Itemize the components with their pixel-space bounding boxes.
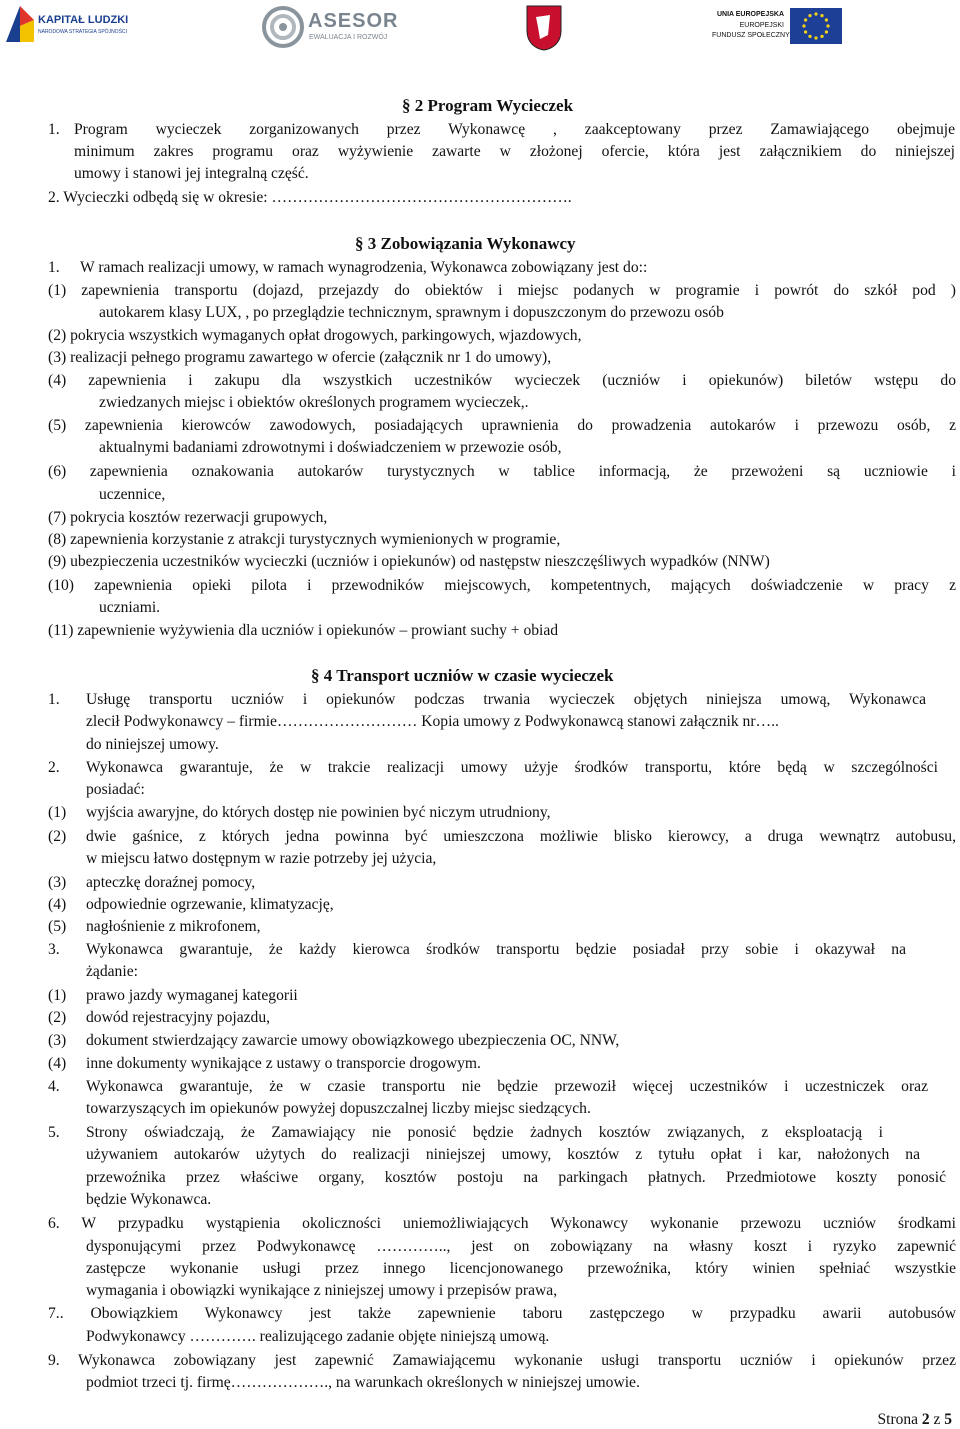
s3-item6-line2: uczennice, bbox=[99, 486, 166, 503]
s4-p5-line2: używaniem autokarów użytych do realizacji niniejszej umowy, kosztów z tytułu opłat i kar, nałożonych na bbox=[86, 1146, 920, 1163]
s4-b2: dowód rejestracyjny pojazdu, bbox=[86, 1009, 271, 1026]
s4-a5-number: (5) bbox=[48, 918, 67, 935]
s4-p3-number: 3. bbox=[48, 941, 60, 958]
s4-a1: wyjścia awaryjne, do których dostęp nie powinien być niczym utrudniony, bbox=[86, 804, 551, 821]
page-current: 2 bbox=[921, 1411, 930, 1428]
section-4-title: § 4 Transport uczniów w czasie wycieczek bbox=[311, 666, 614, 685]
eu-flag-icon bbox=[790, 8, 842, 44]
s4-p9-line2: podmiot trzeci tj. firmę………………., na warunkach określonych w niniejszej umowie. bbox=[86, 1374, 640, 1391]
s2-p1-line2: minimum zakres programu oraz wyżywienie zawarte w złożonej ofercie, która jest załącznikiem do niniejszej bbox=[74, 143, 955, 160]
s3-item5-line1: (5) zapewnienia kierowców zawodowych, posiadających uprawnienia do prowadzenia autokarów i przewozu osób, z bbox=[48, 417, 956, 434]
s4-p6-line1: 6. W przypadku wystąpienia okoliczności uniemożliwiających Wykonawcy wykonanie przewozu uczniów środkami bbox=[48, 1215, 956, 1232]
s4-a4-number: (4) bbox=[48, 896, 67, 913]
s4-b1: prawo jazdy wymaganej kategorii bbox=[86, 987, 298, 1004]
asesor-logo bbox=[262, 6, 402, 50]
s4-b3-number: (3) bbox=[48, 1032, 67, 1049]
s4-a3: apteczkę doraźnej pomocy, bbox=[86, 874, 256, 891]
s2-p2-dots: …………………………………………………. bbox=[271, 189, 572, 206]
page-total: 5 bbox=[944, 1411, 952, 1428]
page-number bbox=[878, 1411, 952, 1429]
s4-p6-line4: wymagania i obowiązki wynikające z niniejszej umowy i przepisów prawa, bbox=[86, 1282, 558, 1299]
s4-a3-number: (3) bbox=[48, 874, 67, 891]
s4-p6-line2: dysponującymi przez Podwykonawcę ………….., jest on zobowiązany na własny koszt i ryzyko zapewnić bbox=[86, 1238, 956, 1255]
s3-item4-line1: (4) zapewnienia i zakupu dla wszystkich uczestników wycieczek (uczniów i opiekunów) biletów wstępu do bbox=[48, 372, 956, 389]
s4-a2-number: (2) bbox=[48, 828, 67, 845]
asesor-subtitle: EWALUACJA I ROZWÓJ bbox=[309, 34, 388, 41]
s2-p1-line3: umowy i stanowi jej integralną część. bbox=[74, 165, 309, 182]
s4-p2-line2: posiadać: bbox=[86, 781, 145, 798]
s4-a5: nagłośnienie z mikrofonem, bbox=[86, 918, 261, 935]
s4-b1-number: (1) bbox=[48, 987, 67, 1004]
coat-of-arms-icon bbox=[526, 5, 562, 51]
s4-p4-line2: towarzyszących im opiekunów powyżej dopuszczalnej liczby miejsc siedzących. bbox=[86, 1100, 591, 1117]
s3-intro: W ramach realizacji umowy, w ramach wynagrodzenia, Wykonawca zobowiązany jest do:: bbox=[80, 259, 648, 276]
s4-p7-line2: Podwykonawcy …………. realizującego zadanie objęte niniejszą umową. bbox=[86, 1328, 550, 1345]
kapital-ludzki-title: KAPITAŁ LUDZKI bbox=[38, 14, 129, 26]
s2-p2-line bbox=[48, 187, 572, 209]
s3-item10-line1: (10) zapewnienia opieki pilota i przewodników miejscowych, kompetentnych, mających doświadczenie w pracy z bbox=[48, 577, 956, 594]
s4-p6-line3: zastępcze wykonanie usługi przez innego licencjonowanego przewoźnika, który winien spełniać wszystkie bbox=[86, 1260, 956, 1277]
s4-b4-number: (4) bbox=[48, 1055, 67, 1072]
s2-p2-label: 2. Wycieczki odbędą się w okresie: bbox=[48, 189, 272, 206]
kapital-ludzki-subtitle: NARODOWA STRATEGIA SPÓJNOŚCI bbox=[38, 29, 127, 35]
s4-p5-line4: będzie Wykonawca. bbox=[86, 1191, 212, 1208]
s3-item1-line2: autokarem klasy LUX, , po przeglądzie technicznym, sprawnym i dopuszczonym do przewozu osób bbox=[99, 304, 724, 321]
eu-text-line1: UNIA EUROPEJSKA bbox=[716, 11, 784, 18]
s3-item4-line2: zwiedzanych miejsc i obiektów określonych programem wycieczek,. bbox=[99, 394, 529, 411]
s2-p1-line1: Program wycieczek zorganizowanych przez Wykonawcę , zaakceptowany przez Zamawiającego obejmuje bbox=[74, 121, 955, 138]
kapital-ludzki-logo bbox=[6, 6, 129, 46]
s4-a2-line1: dwie gaśnice, z których jedna powinna być umieszczona możliwie blisko kierowcy, a druga wewnątrz autobusu, bbox=[86, 828, 956, 845]
kapital-ludzki-emblem-icon bbox=[6, 6, 34, 42]
eu-logo bbox=[712, 8, 842, 48]
s4-a4: odpowiednie ogrzewanie, klimatyzację, bbox=[86, 896, 334, 913]
s4-p5-line3: przewoźnika przez właściwe organy, kosztów postoju na parkingach płatnych. Przedmiotowe koszty ponosić bbox=[86, 1169, 946, 1186]
eu-text-line2: EUROPEJSKI bbox=[739, 22, 784, 29]
s4-b3: dokument stwierdzający zawarcie umowy obowiązkowego ubezpieczenia OC, NNW, bbox=[86, 1032, 620, 1049]
s3-item1-line1: (1) zapewnienia transportu (dojazd, przejazdy do obiektów i miejsc podanych w programie i powrót do szkół pod ) bbox=[48, 282, 956, 299]
eu-text-line3: FUNDUSZ SPOŁECZNY bbox=[712, 32, 790, 39]
header-logos bbox=[0, 0, 960, 60]
s3-item6-line1: (6) zapewnienia oznakowania autokarów turystycznych w tablice informacją, że przewożeni są uczniowie i bbox=[48, 463, 956, 480]
s4-p5-line1: Strony oświadczają, że Zamawiający nie ponosić będzie żadnych kosztów związanych, z eksploatacją i bbox=[86, 1124, 883, 1141]
s3-item8: (8) zapewnienia korzystanie z atrakcji turystycznych wymienionych w programie, bbox=[48, 531, 561, 548]
s4-p5-number: 5. bbox=[48, 1124, 60, 1141]
s4-b4: inne dokumenty wynikające z ustawy o transporcie drogowym. bbox=[86, 1055, 481, 1072]
s4-p1-line2: zlecił Podwykonawcy – firmie……………………… Kopia umowy z Podwykonawcą stanowi załącznik nr….. bbox=[86, 713, 779, 730]
s4-p1-line1: Usługę transportu uczniów i opiekunów podczas trwania wycieczek objętych niniejsza umową, Wykonawca bbox=[86, 691, 926, 708]
section-3-title: § 3 Zobowiązania Wykonawcy bbox=[355, 234, 576, 253]
s4-p1-line3: do niniejszej umowy. bbox=[86, 736, 219, 753]
s3-item7: (7) pokrycia kosztów rezerwacji grupowych, bbox=[48, 509, 328, 526]
s4-a1-number: (1) bbox=[48, 804, 67, 821]
s4-p9-line1: 9. Wykonawca zobowiązany jest zapewnić Zamawiającemu wykonanie usługi transportu uczniów i opiekunów przez bbox=[48, 1352, 956, 1369]
section-2-title: § 2 Program Wycieczek bbox=[402, 96, 574, 115]
s4-b2-number: (2) bbox=[48, 1009, 67, 1026]
s3-item11: (11) zapewnienie wyżywienia dla uczniów i opiekunów – prowiant suchy + obiad bbox=[48, 622, 559, 639]
s4-p2-line1: Wykonawca gwarantuje, że w trakcie realizacji umowy użyje środków transportu, które będą w szczególności bbox=[86, 759, 938, 776]
s2-p1-number: 1. bbox=[48, 121, 60, 138]
s3-item2: (2) pokrycia wszystkich wymaganych opłat drogowych, parkingowych, wjazdowych, bbox=[48, 327, 582, 344]
s4-p7-line1: 7.. Obowiązkiem Wykonawcy jest także zapewnienie taboru zastępczego w przypadku awarii autobusów bbox=[48, 1305, 956, 1322]
asesor-title: ASESOR bbox=[308, 10, 399, 32]
s3-item5-line2: aktualnymi badaniami zdrowotnymi i doświadczeniem w przewozie osób, bbox=[99, 439, 562, 456]
s4-p4-number: 4. bbox=[48, 1078, 60, 1095]
asesor-circle-icon bbox=[262, 6, 304, 48]
s3-item9: (9) ubezpieczenia uczestników wycieczki (uczniów i opiekunów) od następstw nieszczęśliwych wypadków (NNW) bbox=[48, 553, 770, 570]
s4-p2-number: 2. bbox=[48, 759, 60, 776]
s4-p4-line1: Wykonawca gwarantuje, że w czasie transportu nie będzie przewoził więcej uczestników i uczestniczek oraz bbox=[86, 1078, 928, 1095]
s3-item3: (3) realizacji pełnego programu zawartego w ofercie (załącznik nr 1 do umowy), bbox=[48, 349, 552, 366]
s3-intro-number: 1. bbox=[48, 259, 60, 276]
s4-p1-number: 1. bbox=[48, 691, 60, 708]
s4-p3-line2: żądanie: bbox=[86, 963, 138, 980]
page-label: Strona bbox=[877, 1411, 922, 1428]
page-separator: z bbox=[929, 1411, 945, 1428]
s3-item10-line2: uczniami. bbox=[99, 599, 161, 616]
s4-a2-line2: w miejscu łatwo dostępnym w razie potrzeby jej użycia, bbox=[86, 850, 437, 867]
s4-p3-line1: Wykonawca gwarantuje, że każdy kierowca środków transportu będzie posiadał przy sobie i okazywał na bbox=[86, 941, 906, 958]
